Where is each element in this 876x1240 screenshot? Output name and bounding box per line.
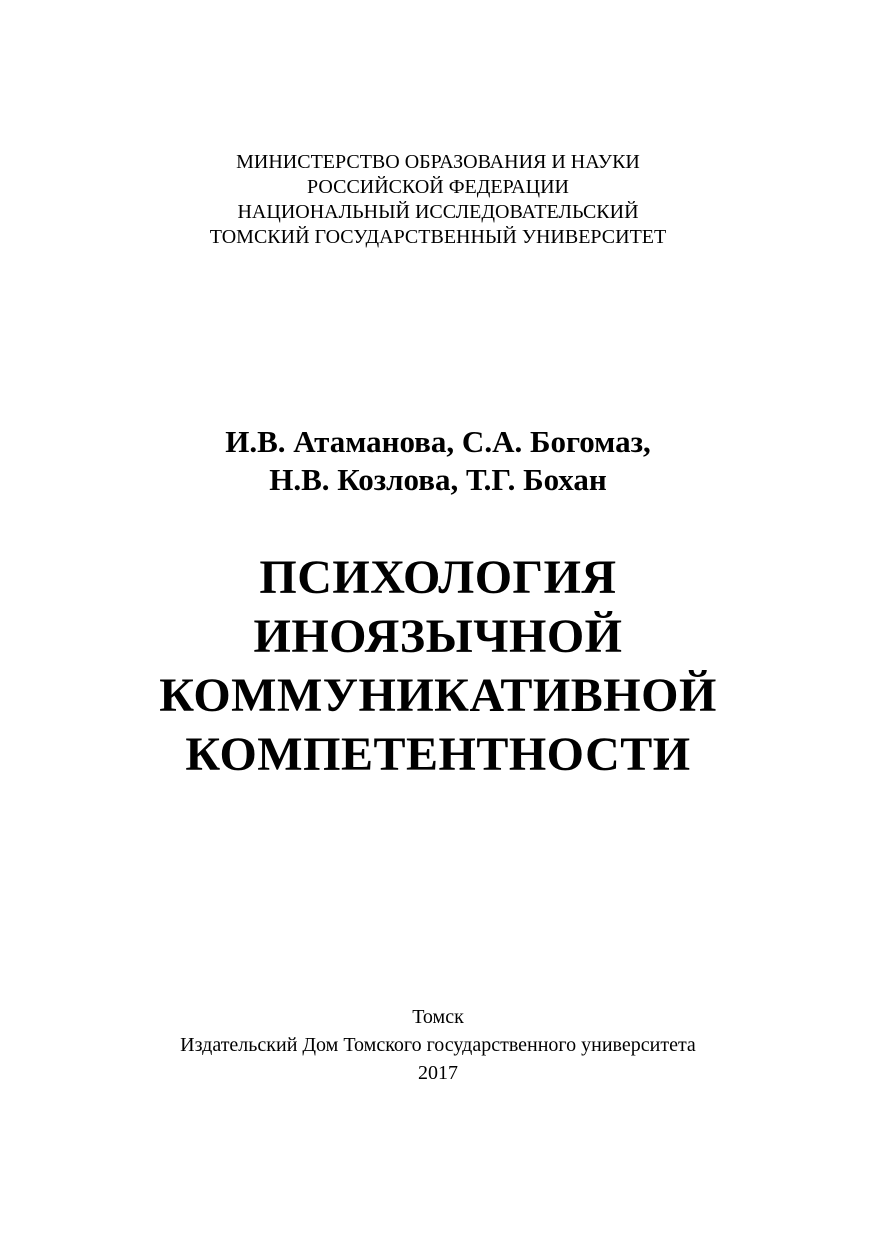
institution-line: РОССИЙСКОЙ ФЕДЕРАЦИИ [307,176,569,198]
authors [0,423,876,499]
imprint-city: Томск [412,1006,464,1028]
title-line: КОМПЕТЕНТНОСТИ [185,728,691,781]
institution-header [0,150,876,250]
imprint-publisher: Издательский Дом Томского государственного университета [180,1034,696,1056]
institution-line: ТОМСКИЙ ГОСУДАРСТВЕННЫЙ УНИВЕРСИТЕТ [209,226,667,248]
imprint [0,1003,876,1087]
title-line: ИНОЯЗЫЧНОЙ [253,610,623,663]
authors-line: Н.В. Козлова, Т.Г. Бохан [269,462,607,497]
institution-line: НАЦИОНАЛЬНЫЙ ИССЛЕДОВАТЕЛЬСКИЙ [237,201,639,223]
book-title [0,548,876,784]
imprint-year: 2017 [418,1062,458,1084]
title-line: ПСИХОЛОГИЯ [259,551,617,604]
institution-line: МИНИСТЕРСТВО ОБРАЗОВАНИЯ И НАУКИ [236,151,640,173]
authors-line: И.В. Атаманова, С.А. Богомаз, [225,424,651,459]
title-line: КОММУНИКАТИВНОЙ [159,669,717,722]
